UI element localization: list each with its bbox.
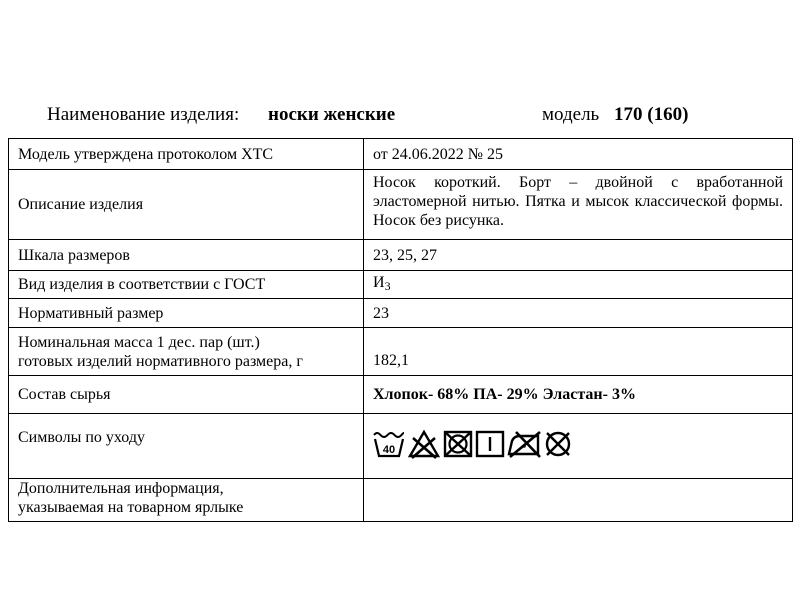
row-value: 23 xyxy=(364,299,793,328)
row-value xyxy=(364,479,793,522)
row-value: Хлопок- 68% ПА- 29% Эластан- 3% xyxy=(364,376,793,414)
row-label-line: готовых изделий нормативного размера, г xyxy=(18,352,303,370)
row-label: Состав сырья xyxy=(9,376,364,414)
iron-low-crossed-icon xyxy=(506,429,542,459)
wash-temperature-label: 40 xyxy=(382,444,396,456)
table-row xyxy=(9,376,793,414)
row-value xyxy=(364,414,793,479)
table-row xyxy=(9,414,793,479)
row-value: 23, 25, 27 xyxy=(364,240,793,271)
row-label xyxy=(9,328,364,376)
row-label-line: Дополнительная информация, xyxy=(18,480,224,497)
table-row xyxy=(9,271,793,299)
row-label: Символы по уходу xyxy=(9,414,364,479)
row-value xyxy=(364,271,793,299)
row-value: 182,1 xyxy=(364,328,793,376)
row-label: Шкала размеров xyxy=(9,240,364,271)
table-row xyxy=(9,240,793,271)
table-row xyxy=(9,170,793,240)
row-label: Вид изделия в соответствии с ГОСТ xyxy=(9,271,364,299)
line-dry-icon xyxy=(474,429,506,459)
no-bleach-icon xyxy=(406,429,442,459)
gost-type-main: И xyxy=(373,274,385,291)
no-tumble-dry-icon xyxy=(442,429,474,459)
model-label: модель xyxy=(542,104,600,125)
row-label: Нормативный размер xyxy=(9,299,364,328)
model-value: 170 (160) xyxy=(614,104,689,125)
row-label: Описание изделия xyxy=(9,170,364,240)
wash-40-icon xyxy=(372,429,406,459)
table-row xyxy=(9,479,793,522)
row-value: от 24.06.2022 № 25 xyxy=(364,139,793,170)
product-name-label: Наименование изделия: xyxy=(47,104,240,125)
table-row xyxy=(9,328,793,376)
row-label: Модель утверждена протоколом ХТС xyxy=(9,139,364,170)
care-symbols xyxy=(372,429,783,459)
row-label-line: указываемая на товарном ярлыке xyxy=(18,499,244,516)
row-value: Носок короткий. Борт – двойной с вработанной эластомерной нитью. Пятка и мысок классической формы. Носок без рисунка. xyxy=(364,170,793,240)
spec-table xyxy=(8,138,793,522)
row-label-line: Номинальная масса 1 дес. пар (шт.) xyxy=(18,333,260,351)
table-row xyxy=(9,139,793,170)
table-row xyxy=(9,299,793,328)
gost-type-sub: 3 xyxy=(384,279,391,293)
document-header xyxy=(0,100,800,130)
product-name-value: носки женские xyxy=(268,104,396,125)
no-dry-clean-icon xyxy=(542,429,574,459)
row-label xyxy=(9,479,364,522)
